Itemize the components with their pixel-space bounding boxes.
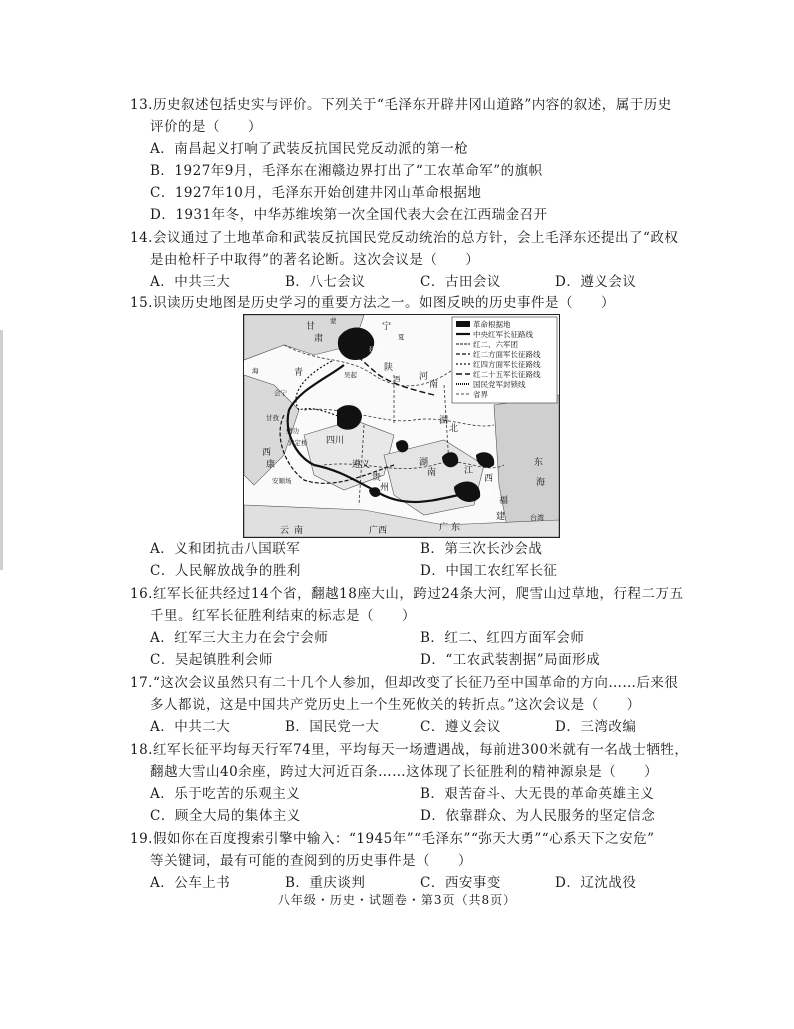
label-luding: 泸定桥 xyxy=(288,439,308,447)
option-a[interactable]: A．红军三大主力在会宁会师 xyxy=(150,630,329,646)
label-anshun: 安顺场 xyxy=(272,477,292,485)
label-guizhou: 贵 xyxy=(372,473,382,483)
question-number: 18. xyxy=(130,742,153,758)
page-footer: 八年级・历史・试题卷・第3页（共8页） xyxy=(277,893,517,907)
label-yanan: 延安 xyxy=(369,345,382,353)
label-bei: 北 xyxy=(449,424,459,434)
map-legend xyxy=(452,317,557,403)
label-nan3: 南 xyxy=(294,526,304,536)
question-number: 15. xyxy=(130,295,153,311)
label-huining: 会宁 xyxy=(274,389,287,397)
option-a[interactable]: A．乐于吃苦的乐观主义 xyxy=(150,786,301,802)
label-maogong: 懋功 xyxy=(286,427,299,435)
label-jian: 建 xyxy=(496,512,506,522)
question-15-options xyxy=(130,538,690,582)
question-stem-cont: 千里。红军长征胜利结束的标志是（ ） xyxy=(150,608,416,624)
legend-label-2: 红二、六军团 xyxy=(473,340,518,349)
label-guangxi: 广西 xyxy=(369,526,388,536)
question-number: 14. xyxy=(130,230,153,246)
question-stem-cont: 翻越大雪山40余座，跨过大河近百条……这体现了长征胜利的精神源泉是（ ） xyxy=(150,764,659,780)
scan-margin-line xyxy=(0,330,3,570)
option-c[interactable]: C．吴起镇胜利会师 xyxy=(150,652,273,668)
legend-swatch-base xyxy=(456,321,470,327)
legend-label-1: 中央红军长征路线 xyxy=(473,330,533,339)
legend-label-0: 革命根据地 xyxy=(473,320,511,329)
question-stem-cont: 多人都说，这是中国共产党历史上一个生死攸关的转折点。”这次会议是（ ） xyxy=(150,697,641,713)
long-march-map xyxy=(243,314,560,538)
label-henan: 河 xyxy=(419,372,429,382)
legend-label-6: 国民党军封锁线 xyxy=(473,380,526,389)
option-c[interactable]: C．古田会议 xyxy=(420,274,501,290)
option-d[interactable]: D．辽沈战役 xyxy=(555,875,637,891)
map-svg xyxy=(244,315,559,537)
label-shanxi: 陕 xyxy=(384,363,394,373)
option-d[interactable]: D．三湾改编 xyxy=(555,719,637,735)
question-19 xyxy=(130,828,690,894)
option-c[interactable]: C．人民解放战争的胜利 xyxy=(150,563,301,579)
option-b[interactable]: B．艰苦奋斗、大无畏的革命英雄主义 xyxy=(420,786,655,802)
label-xi2: 西 xyxy=(484,474,494,484)
label-zunyi: 遵义 xyxy=(352,460,371,470)
question-number: 13. xyxy=(130,97,153,113)
option-c[interactable]: C．西安事变 xyxy=(420,875,501,891)
option-c[interactable]: C．1927年10月，毛泽东开始创建井冈山革命根据地 xyxy=(150,185,482,201)
label-jiangxi: 江 xyxy=(464,466,474,476)
question-17 xyxy=(130,672,690,738)
label-taiwan: 台湾 xyxy=(530,514,544,522)
label-ganzi: 甘孜 xyxy=(266,414,279,422)
label-dong: 东 xyxy=(451,523,461,533)
label-xi: 西 xyxy=(394,375,401,383)
question-13 xyxy=(130,94,690,226)
option-b[interactable]: B．红二、红四方面军会师 xyxy=(420,630,585,646)
question-stem: 历史叙述包括史实与评价。下列关于“毛泽东开辟井冈山道路”内容的叙述，属于历史 xyxy=(152,97,672,113)
legend-label-3: 红二方面军长征路线 xyxy=(473,350,541,359)
label-yunnan: 云 xyxy=(280,526,290,536)
label-xia: 夏 xyxy=(398,333,405,341)
question-stem: 假如你在百度搜索引擎中输入：“1945年”“毛泽东”“弥天大勇”“心系天下之安危” xyxy=(152,831,655,847)
label-hai: 海 xyxy=(252,367,259,375)
label-meng: 蒙 xyxy=(330,317,337,325)
option-b[interactable]: B．八七会议 xyxy=(285,274,366,290)
option-d[interactable]: D．1931年冬，中华苏维埃第一次全国代表大会在江西瑞金召开 xyxy=(150,207,548,223)
label-ningxia: 宁 xyxy=(382,322,392,332)
label-xikang: 西 xyxy=(262,448,272,458)
option-a[interactable]: A．中共二大 xyxy=(150,719,231,735)
question-18 xyxy=(130,739,690,827)
option-d[interactable]: D．遵义会议 xyxy=(555,274,637,290)
question-stem: 红军长征共经过14个省，翻越18座大山，跨过24条大河，爬雪山过草地，行程二万五 xyxy=(152,586,684,602)
option-a[interactable]: A．公车上书 xyxy=(150,875,231,891)
option-a[interactable]: A．中共三大 xyxy=(150,274,231,290)
legend-label-4: 红四方面军长征路线 xyxy=(473,360,541,369)
label-zhou: 州 xyxy=(380,483,390,493)
option-b[interactable]: B．第三次长沙会战 xyxy=(420,541,543,557)
question-number: 16. xyxy=(130,586,153,602)
question-stem: 会议通过了土地革命和武装反抗国民党反动统治的总方针，会上毛泽东还提出了“政权 xyxy=(152,230,679,246)
question-stem-cont: 等关键词，最有可能的查阅到的历史事件是（ ） xyxy=(150,853,472,869)
base-shaanbei xyxy=(338,328,374,360)
question-stem: “这次会议虽然只有二十几个人参加，但却改变了长征乃至中国革命的方向……后来很 xyxy=(152,675,679,691)
question-16 xyxy=(130,583,690,671)
legend-label-7: 省界 xyxy=(473,390,488,399)
label-hai2: 海 xyxy=(536,478,546,488)
label-qinghai: 青 xyxy=(294,368,304,378)
question-number: 19. xyxy=(130,831,153,847)
legend-label-5: 红二十五军长征路线 xyxy=(473,370,541,379)
label-fujian: 福 xyxy=(499,496,509,506)
option-b[interactable]: B．1927年9月，毛泽东在湘赣边界打出了“工农革命军”的旗帜 xyxy=(150,163,543,179)
option-d[interactable]: D．“工农武装割据”局面形成 xyxy=(420,652,601,668)
question-14 xyxy=(130,227,690,293)
label-sichuan: 四川 xyxy=(326,436,345,446)
label-nan: 南 xyxy=(429,380,439,390)
question-stem: 红军长征平均每天行军74里，平均每天一场遭遇战，每前进300米就有一名战士牺牲， xyxy=(152,742,689,758)
option-c[interactable]: C．顾全大局的集体主义 xyxy=(150,808,301,824)
option-a[interactable]: A．南昌起义打响了武装反抗国民党反动派的第一枪 xyxy=(150,141,469,157)
label-kang: 康 xyxy=(266,460,276,470)
label-gansu: 甘 xyxy=(306,322,316,332)
option-d[interactable]: D．依靠群众、为人民服务的坚定信念 xyxy=(420,808,656,824)
base-xiangexichuanqian xyxy=(396,440,408,452)
label-nan2: 南 xyxy=(427,468,437,478)
option-c[interactable]: C．遵义会议 xyxy=(420,719,501,735)
label-hunan: 湖 xyxy=(419,458,429,468)
label-donghai: 东 xyxy=(534,458,544,468)
option-b[interactable]: B．国民党一大 xyxy=(285,719,380,735)
option-d[interactable]: D．中国工农红军长征 xyxy=(420,563,558,579)
question-number: 17. xyxy=(130,675,153,691)
option-b[interactable]: B．重庆谈判 xyxy=(285,875,366,891)
question-stem: 识读历史地图是历史学习的重要方法之一。如图反映的历史事件是（ ） xyxy=(152,295,615,311)
question-15 xyxy=(130,292,690,314)
label-wuqi: 吴起 xyxy=(344,371,357,379)
option-a[interactable]: A．义和团抗击八国联军 xyxy=(150,541,301,557)
label-su: 肃 xyxy=(314,334,324,344)
label-hubei: 湖 xyxy=(439,416,449,426)
border-2 xyxy=(304,409,494,426)
question-stem-cont: 是由枪杆子中取得”的著名论断。这次会议是（ ） xyxy=(150,252,480,268)
label-guangdong: 广 xyxy=(439,523,449,533)
question-stem-cont: 评价的是（ ） xyxy=(150,119,262,135)
label-ruijin: 瑞金 xyxy=(480,489,493,497)
